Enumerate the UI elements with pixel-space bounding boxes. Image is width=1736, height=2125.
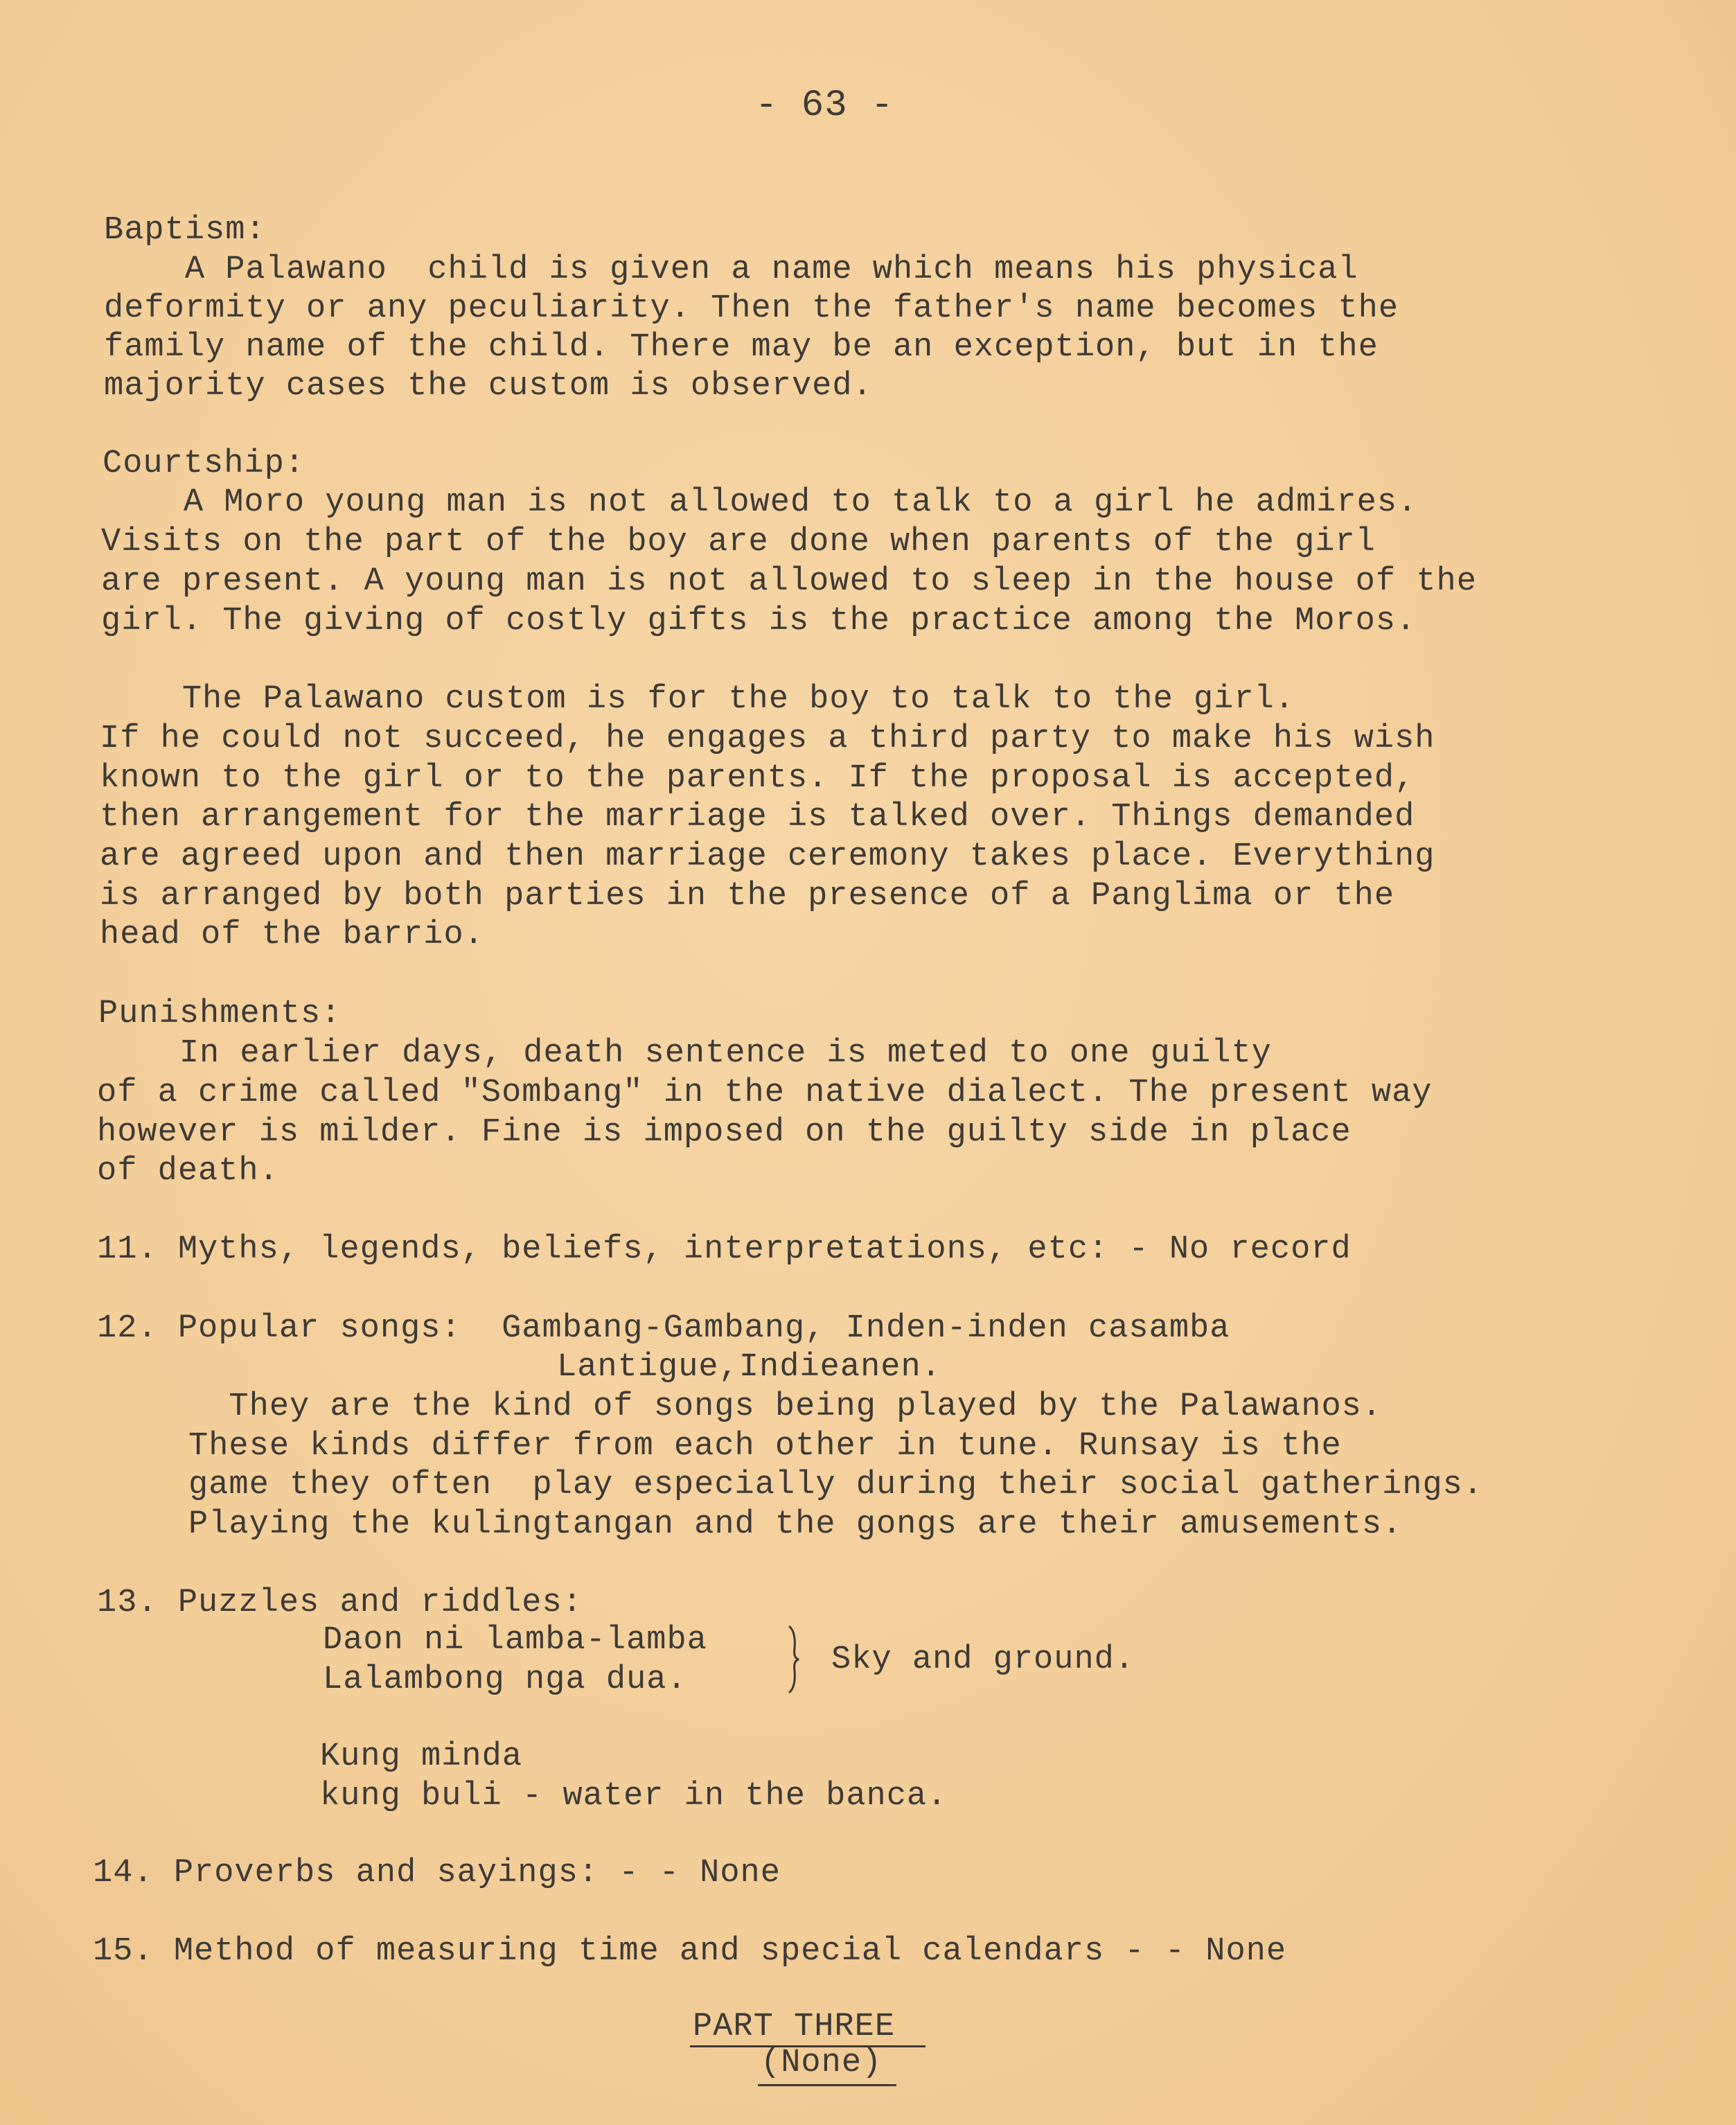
courtship-p2-line-5: are agreed upon and then marriage ceremony takes place. Everything — [100, 838, 1435, 875]
courtship-p1-line-2: Visits on the part of the boy are done when parents of the girl — [101, 524, 1376, 561]
item-12-line-1: 12. Popular songs: Gambang-Gambang, Inden-inden casamba — [97, 1310, 1230, 1347]
courtship-p1-line-4: girl. The giving of costly gifts is the practice among the Moros. — [101, 603, 1417, 640]
riddle-1-answer: Sky and ground. — [831, 1641, 1135, 1678]
courtship-p2-line-7: head of the barrio. — [100, 917, 484, 953]
courtship-p2-line-2: If he could not succeed, he engages a third party to make his wish — [100, 721, 1435, 757]
part-three-title: PART THREE — [693, 2009, 896, 2045]
item-11: 11. Myths, legends, beliefs, interpretations, etc: - No record — [97, 1231, 1352, 1268]
baptism-line-4: majority cases the custom is observed. — [104, 368, 873, 405]
part-three-subtitle-underline — [758, 2084, 896, 2086]
baptism-line-1: A Palawano child is given a name which means his physical — [104, 252, 1358, 288]
item-14: 14. Proverbs and sayings: - - None — [93, 1855, 781, 1892]
punishments-heading: Punishments: — [98, 996, 342, 1032]
baptism-line-2: deformity or any peculiarity. Then the father's name becomes the — [104, 290, 1399, 327]
riddle-2-line-2: kung buli - water in the banca. — [320, 1778, 948, 1815]
brace-icon — [786, 1625, 801, 1694]
punishments-line-2: of a crime called "Sombang" in the native dialect. The present way — [97, 1075, 1433, 1111]
punishments-line-4: of death. — [97, 1153, 279, 1190]
part-three-subtitle: (None) — [761, 2045, 883, 2081]
punishments-line-3: however is milder. Fine is imposed on the guilty side in place — [97, 1114, 1352, 1151]
item-12-line-2: Lantigue,Indieanen. — [557, 1349, 941, 1386]
item-13-heading: 13. Puzzles and riddles: — [97, 1585, 583, 1621]
punishments-line-1: In earlier days, death sentence is meted to one guilty — [98, 1035, 1272, 1072]
courtship-heading: Courtship: — [103, 446, 305, 482]
courtship-p2-line-1: The Palawano custom is for the boy to talk to the girl. — [101, 681, 1295, 718]
riddle-2-line-1: Kung minda — [320, 1738, 523, 1775]
courtship-p1-line-1: A Moro young man is not allowed to talk to a girl he admires. — [103, 484, 1418, 521]
item-15: 15. Method of measuring time and special calendars - - None — [93, 1933, 1287, 1970]
item-12-text-2: These kinds differ from each other in tune. Runsay is the — [188, 1428, 1342, 1465]
riddle-1-line-1: Daon ni lamba-lamba — [323, 1622, 707, 1659]
courtship-p2-line-4: then arrangement for the marriage is talked over. Things demanded — [100, 799, 1415, 836]
item-12-text-3: game they often play especially during their social gatherings. — [188, 1467, 1484, 1504]
page-number: - 63 - — [755, 85, 894, 127]
baptism-line-3: family name of the child. There may be an exception, but in the — [104, 329, 1379, 366]
courtship-p2-line-6: is arranged by both parties in the presence of a Panglima or the — [100, 878, 1395, 915]
riddle-1-line-2: Lalambong nga dua. — [323, 1661, 687, 1698]
courtship-p1-line-3: are present. A young man is not allowed to sleep in the house of the — [101, 563, 1477, 600]
courtship-p2-line-3: known to the girl or to the parents. If the proposal is accepted, — [100, 760, 1415, 797]
item-12-text-4: Playing the kulingtangan and the gongs are their amusements. — [188, 1506, 1403, 1543]
baptism-heading: Baptism: — [104, 212, 266, 249]
item-12-text-1: They are the kind of songs being played by the Palawanos. — [188, 1388, 1383, 1425]
